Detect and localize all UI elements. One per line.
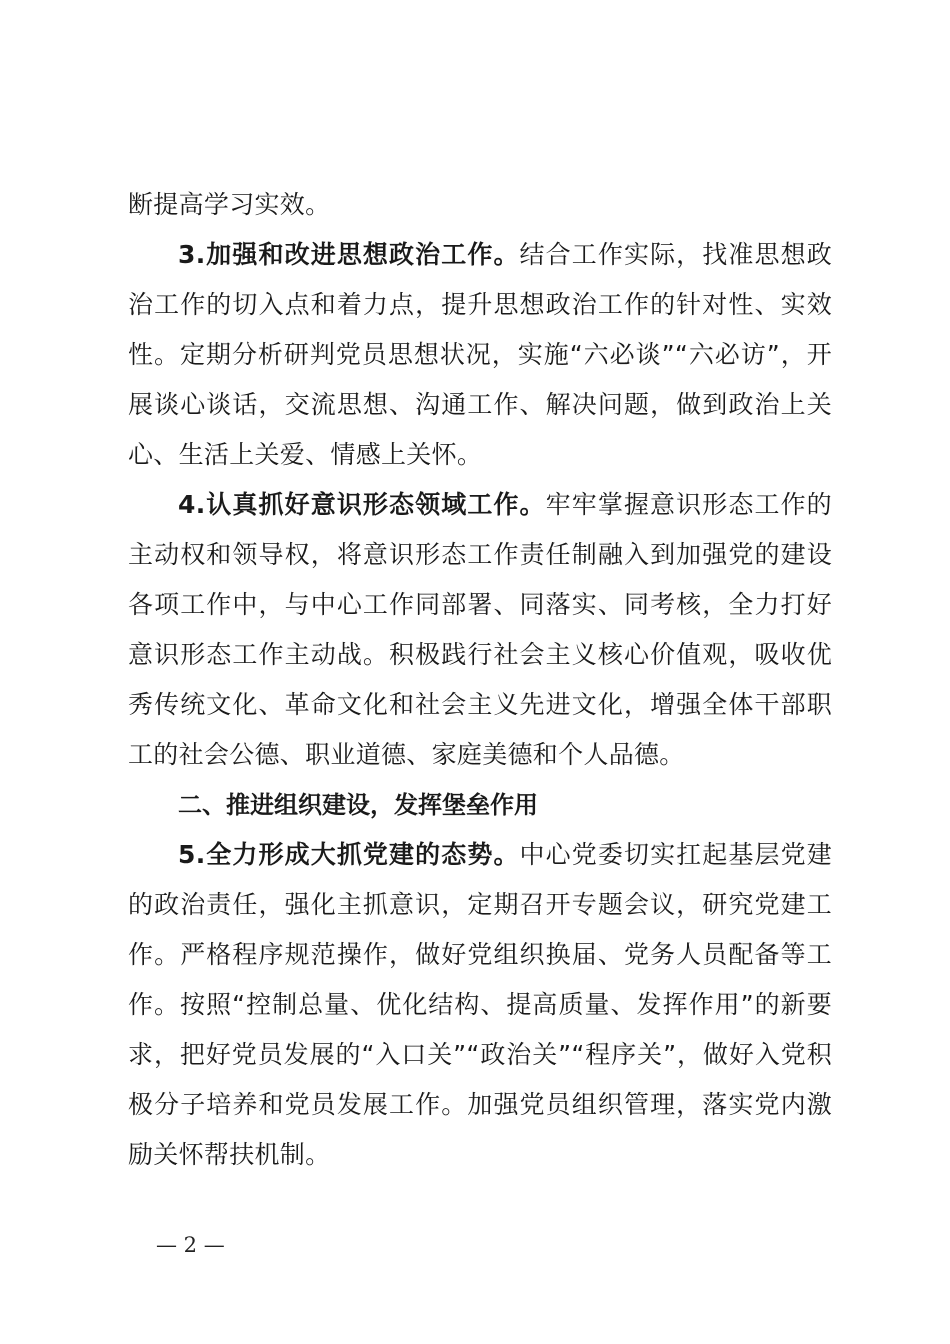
paragraph-ideology-field-work xyxy=(128,480,832,780)
paragraph-text: 结合工作实际，找准思想政治工作的切入点和着力点，提升思想政治工作的针对性、实效性。定期分析研判党员思想状况，实施“六必谈”“六必访”，开展谈心谈话，交流思想、沟通工作、解决问题，做到政治上关心、生活上关爱、情感上关怀。 xyxy=(128,240,832,469)
paragraph-lead-heading: 4.认真抓好意识形态领域工作。 xyxy=(178,490,546,519)
section-heading: 二、推进组织建设，发挥堡垒作用 xyxy=(178,791,538,819)
paragraph-lead-heading: 5.全力形成大抓党建的态势。 xyxy=(178,840,520,869)
paragraph-continuation xyxy=(128,180,832,230)
paragraph-text: 中心党委切实扛起基层党建的政治责任，强化主抓意识，定期召开专题会议，研究党建工作。严格程序规范操作，做好党组织换届、党务人员配备等工作。按照“控制总量、优化结构、提高质量、发挥作用”的新要求，把好党员发展的“入口关”“政治关”“程序关”，做好入党积极分子培养和党员发展工作。加强党员组织管理，落实党内激励关怀帮扶机制。 xyxy=(128,840,832,1169)
paragraph-ideological-political-work xyxy=(128,230,832,480)
body-text xyxy=(128,180,832,1180)
paragraph-party-building-momentum xyxy=(128,830,832,1180)
paragraph-text: 断提高学习实效。 xyxy=(128,190,331,219)
page-number: — 2 — xyxy=(156,1233,225,1257)
paragraph-lead-heading: 3.加强和改进思想政治工作。 xyxy=(178,240,520,269)
paragraph-text: 牢牢掌握意识形态工作的主动权和领导权，将意识形态工作责任制融入到加强党的建设各项工作中，与中心工作同部署、同落实、同考核，全力打好意识形态工作主动战。积极践行社会主义核心价值观，吸收优秀传统文化、革命文化和社会主义先进文化，增强全体干部职工的社会公德、职业道德、家庭美德和个人品德。 xyxy=(128,490,832,769)
